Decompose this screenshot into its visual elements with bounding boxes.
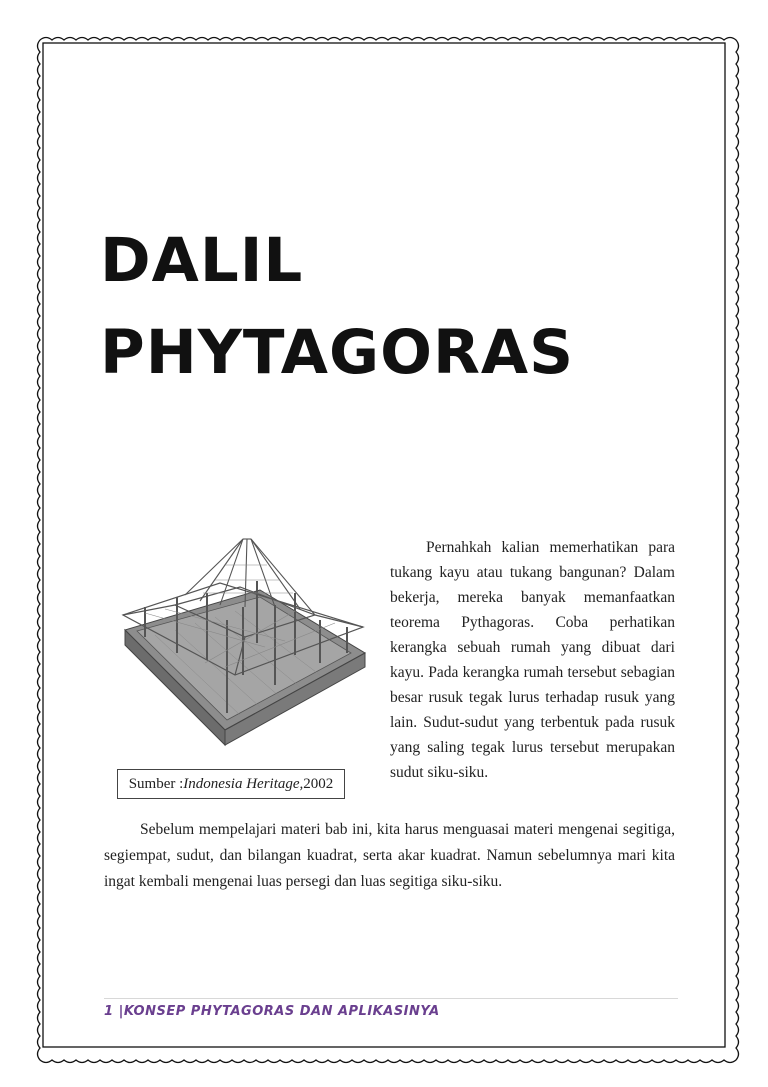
page-title-line-2: PHYTAGORAS (100, 317, 575, 388)
page-footer: 1 |KONSEP PHYTAGORAS DAN APLIKASINYA (104, 1004, 440, 1019)
caption-year: 2002 (303, 775, 334, 792)
figure-caption (117, 769, 345, 799)
body-paragraph-wrapper (104, 817, 675, 895)
body-paragraph: Sebelum mempelajari materi bab ini, kita harus menguasai materi mengenai segitiga, segiempat, sudut, dan bilangan kuadrat, serta akar kuadrat. Namun sebelumnya mari kita ingat kembali mengenai luas persegi dan luas segitiga siku-siku. (104, 821, 675, 890)
page-title-line-1: DALIL (100, 225, 304, 296)
house-frame-illustration (115, 535, 373, 765)
footer-divider (104, 998, 678, 999)
intro-paragraph-wrapper (390, 535, 675, 785)
intro-paragraph: Pernahkah kalian memerhatikan para tukang kayu atau tukang bangunan? Dalam bekerja, mereka banyak memanfaatkan teorema Pythagoras. Coba perhatikan kerangka sebuah rumah yang dibuat dari kayu. Pada kerangka rumah tersebut sebagian besar rusuk tegak lurus terhadap rusuk yang lain. Sudut-sudut yang terbentuk pada rusuk yang saling tegak lurus tersebut merupakan sudut siku-siku. (390, 539, 675, 781)
caption-prefix: Sumber : (128, 775, 184, 792)
caption-source: Indonesia Heritage, (183, 775, 304, 792)
